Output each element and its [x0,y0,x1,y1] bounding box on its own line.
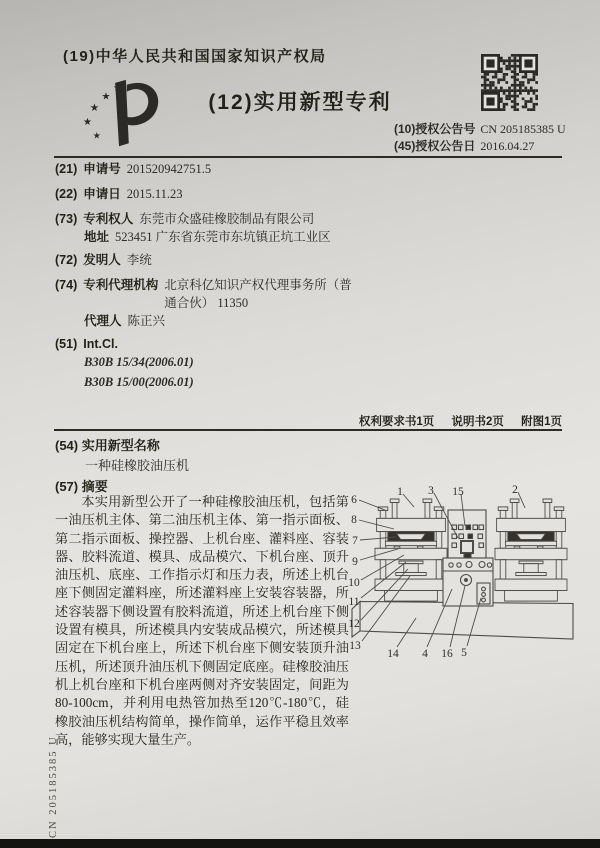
field-application-number: (21) 申请号 201520942751.5 [55,162,212,176]
pub-date-value: 2016.04.27 [480,139,535,153]
s57-num: (57) [55,479,79,494]
svg-text:12: 12 [348,618,360,630]
pub-number-value: CN 205185385 U [480,122,566,136]
pub-date-label: (45)授权公告日 [394,139,476,153]
svg-text:1: 1 [397,486,403,498]
publication-date-row [394,138,566,155]
abstract-text: 本实用新型公开了一种硅橡胶油压机，包括第一油压机主体、第二油压机主体、第一指示面板、第二指示面板、操控器、上机台座、灌料座、容装器、胶料流道、模具、成品模穴、下机台座、顶升油压机、底座、工作指示灯和压力表，所述上机台座下侧固定灌料座，所述灌料座上安装容装器，所述容装器下侧设置有胶料流道，所述上机台座下侧设置有模具，所述模具内安装成品模穴，所述模具固定在下机台座上，所述下机台座下侧安装顶升油压机，所述顶升油压机下侧固定底座。硅橡胶油压机上机台座和下机台座两侧对齐安装固定，间距为80-100cm，并利用电热管加热至120℃-180℃，硅橡胶油压机结构简单，操作简单，运作平稳且效率高，能够实现大量生产。 [55,494,349,747]
divider-line-middle [54,429,562,431]
svg-text:★: ★ [82,116,92,128]
patent-office-line: (19)中华人民共和国国家知识产权局 [63,48,327,65]
divider-line-top [54,156,562,158]
field-agency: (74) 专利代理机构 北京科亿知识产权代理事务所（普通合伙） 11350 代理人 陈正兴 [55,276,357,330]
svg-text:7: 7 [352,535,358,547]
field-ipc: (51) Int.Cl. B30B 15/34(2006.01) B30B 15/00(2006.01) [55,335,357,392]
publication-number-row [394,121,566,138]
field-application-date: (22) 申请日 2015.11.23 [55,187,183,201]
ipc-class-1: B30B 15/34(2006.01) [84,355,194,369]
svg-text:★: ★ [92,130,101,141]
s54-num: (54) [55,438,79,453]
invention-title: 一种硅橡胶油压机 [85,458,190,473]
ipc-class-2: B30B 15/00(2006.01) [84,374,194,389]
svg-text:★: ★ [101,91,111,103]
bibliographic-fields [55,160,357,392]
drawings-pages: 附图1页 [521,416,562,428]
svg-text:★: ★ [89,102,100,115]
svg-text:16: 16 [441,648,453,660]
press-machine-left [375,499,447,601]
svg-text:10: 10 [348,577,360,589]
field-address: 地址 523451 广东省东莞市东坑镇正坑工业区 [84,230,331,244]
field-patentee: (73) 专利权人 东莞市众盛硅橡胶制品有限公司 地址 523451 广东省东莞市东坑镇正坑工业区 [55,210,357,246]
svg-text:13: 13 [349,640,361,652]
svg-text:14: 14 [387,648,399,660]
qr-code [481,54,538,111]
svg-text:2: 2 [512,484,518,496]
s54-label: 实用新型名称 [81,438,160,453]
pub-number-label: (10)授权公告号 [394,122,476,136]
svg-text:15: 15 [452,486,464,498]
svg-text:11: 11 [348,596,360,608]
svg-text:6: 6 [351,494,357,506]
side-document-code: CN 205185385 U [48,735,59,838]
description-pages: 说明书2页 [451,416,504,428]
svg-text:4: 4 [422,648,428,660]
utility-model-title-section [55,436,189,475]
page-count-note [260,413,562,429]
s57-label: 摘要 [81,479,108,494]
publication-block [394,121,566,155]
field-inventor: (72) 发明人 李统 [55,253,152,267]
claims-pages: 权利要求书1页 [358,416,435,428]
svg-text:5: 5 [461,647,467,659]
machine-base [352,602,573,640]
patent-drawing [342,481,592,667]
svg-text:8: 8 [351,514,357,526]
svg-text:★: ★ [113,82,122,93]
press-machine-right [495,499,567,601]
document-type-title: (12)实用新型专利 [208,91,392,114]
field-agent: 代理人 陈正兴 [84,314,166,328]
svg-text:9: 9 [352,556,358,568]
svg-text:3: 3 [428,485,434,497]
